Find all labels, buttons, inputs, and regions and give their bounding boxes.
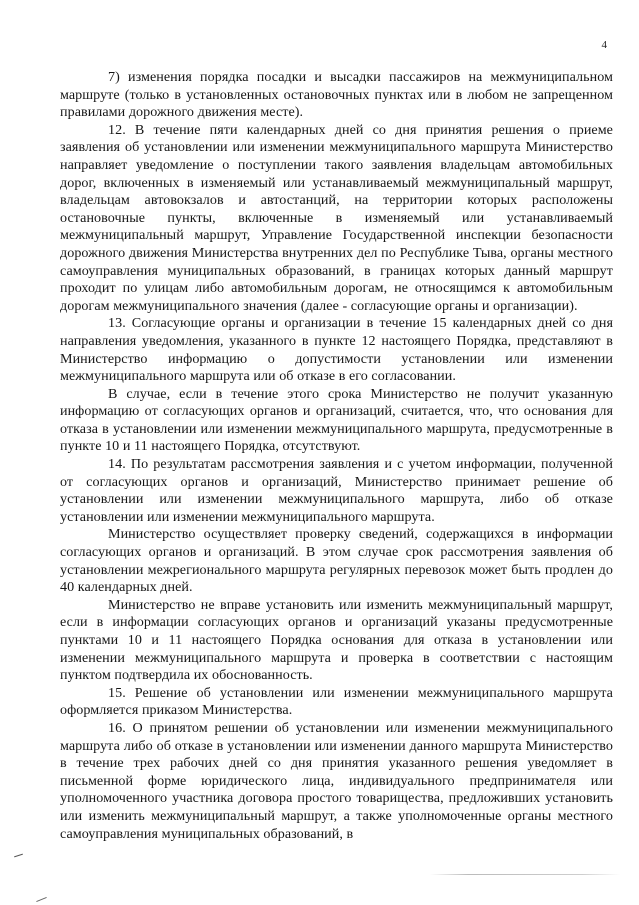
- scan-artifact-mark: [36, 897, 47, 902]
- paragraph-7-item: 7) изменения порядка посадки и высадки пассажиров на межмуниципальном маршруте (только в установленных остановочных пунктах или в любом не запрещенном правилами дорожного движения месте).: [60, 69, 613, 121]
- paragraph-13-case: В случае, если в течение этого срока Министерство не получит указанную информацию от согласующих органов и организаций, считается, что, что основания для отказа в установлении или изменении межмуниципального маршрута, предусмотренные в пункте 10 и 11 настоящего Порядка, отсутствуют.: [60, 385, 613, 455]
- paragraph-12: 12. В течение пяти календарных дней со дня принятия решения о приеме заявления об установлении или изменении межмуниципального маршрута Министерство направляет уведомление о поступлении такого заявления владельцам автомобильных дорог, включенных в изменяемый или устанавливаемый межмуниципальный маршрут, владельцам автовокзалов и автостанций, на территории которых расположены остановочные пункты, включенные в изменяемый или устанавливаемый межмуниципальный маршрут, Управление Государственной инспекции безопасности дорожного движения Министерства внутренних дел по Республике Тыва, органы местного самоуправления муниципальных образований, в границах которых данный маршрут проходит по улицам либо автомобильным дорогам, не относящимся к автомобильным дорогам межмуниципального значения (далее - согласующие органы и организации).: [60, 121, 613, 314]
- paragraph-14: 14. По результатам рассмотрения заявления и с учетом информации, полученной от согласующих органов и организаций, Министерство принимает решение об установлении или изменении межмуниципального маршрута, либо об отказе установлении или изменении межмуниципального маршрута.: [60, 456, 613, 525]
- paragraph-14-refusal: Министерство не вправе установить или изменить межмуниципальный маршрут, если в информации согласующих органов и организаций указаны предусмотренные пунктами 10 и 11 настоящего Порядка основания для отказа в установлении или изменении межмуниципального маршрута и проверка в соответствии с настоящим пунктом подтвердила их обоснованность.: [60, 596, 613, 684]
- scan-artifact-line: [430, 874, 620, 875]
- paragraph-15: 15. Решение об установлении или изменении межмуниципального маршрута оформляется приказом Министерства.: [60, 684, 613, 719]
- paragraph-16: 16. О принятом решении об установлении или изменении межмуниципального маршрута либо об отказе в установлении или изменении данного маршрута Министерство в течение трех рабочих дней со дня принятия указанного решения уведомляет в письменной форме юридического лица, индивидуального предпринимателя или уполномоченного участника договора простого товарищества, предложивших установить или изменить межмуниципальный маршрут, а также уполномоченные органы местного самоуправления муниципальных образований, в: [60, 719, 613, 842]
- paragraph-13: 13. Согласующие органы и организации в течение 15 календарных дней со дня направления уведомления, указанного в пункте 12 настоящего Порядка, представляют в Министерство информацию о допустимости установлении или изменении межмуниципального маршрута или об отказе в его согласовании.: [60, 315, 613, 385]
- page-number: 4: [601, 39, 607, 51]
- paragraph-14-verification: Министерство осуществляет проверку сведений, содержащихся в информации согласующих органов и организаций. В этом случае срок рассмотрения заявления об установлении межрегионального маршрута регулярных перевозок может быть продлен до 40 календарных дней.: [60, 526, 613, 596]
- scan-artifact-mark: [14, 854, 23, 858]
- document-body: [60, 69, 613, 843]
